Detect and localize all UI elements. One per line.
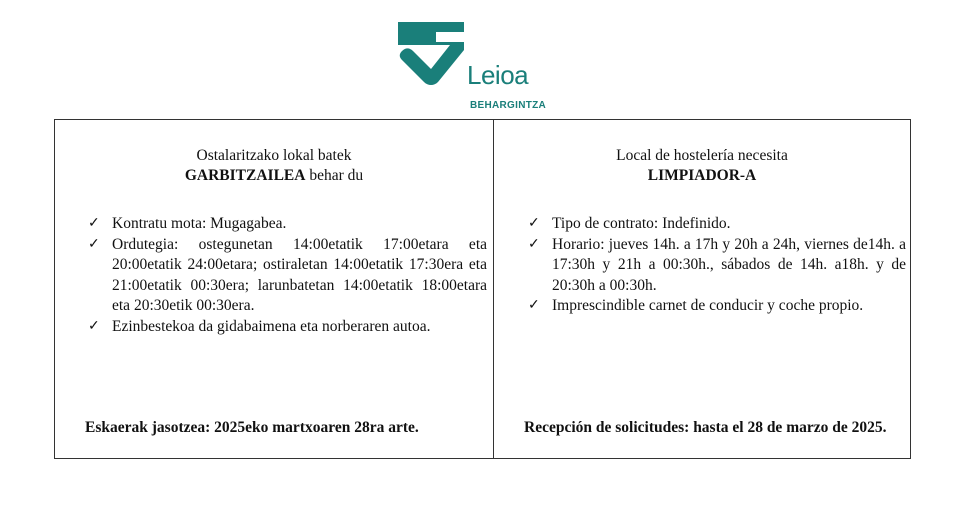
basque-deadline: Eskaerak jasotzea: 2025eko martxoaren 28ra arte. bbox=[85, 419, 419, 436]
list-item-text: Kontratu mota: Mugagabea. bbox=[112, 215, 287, 232]
basque-conditions-list bbox=[88, 214, 487, 337]
basque-heading bbox=[55, 146, 493, 186]
job-offer-table bbox=[54, 119, 911, 459]
list-item bbox=[88, 214, 487, 235]
spanish-deadline: Recepción de solicitudes: hasta el 28 de marzo de 2025. bbox=[524, 419, 887, 436]
list-item bbox=[88, 235, 487, 317]
leioa-behargintza-logo bbox=[398, 22, 568, 111]
basque-job-title: GARBITZAILEA bbox=[184, 167, 306, 184]
check-icon: ✓ bbox=[88, 236, 100, 252]
list-item bbox=[528, 235, 906, 297]
spanish-column bbox=[494, 120, 910, 458]
basque-job-suffix: behar du bbox=[305, 167, 364, 184]
list-item bbox=[528, 296, 906, 317]
spanish-heading bbox=[494, 146, 910, 186]
list-item bbox=[88, 317, 487, 338]
list-item-text: Tipo de contrato: Indefinido. bbox=[552, 215, 731, 232]
check-icon: ✓ bbox=[528, 236, 540, 252]
check-icon: ✓ bbox=[88, 216, 100, 231]
basque-title-line bbox=[55, 166, 493, 186]
list-item-text: Ordutegia: ostegunetan 14:00etatik 17:00etara eta 20:00etatik 24:00etara; ostiraletan 14:00etatik 17:30era eta 21:00etatik 00:30era; larunbatetan 14:00etatik 18:00etara eta 20:30etik 00:30era. bbox=[112, 235, 487, 314]
list-item-text: Horario: jueves 14h. a 17h y 20h a 24h, viernes de14h. a 17:30h y 21h a 00:30h., sábados de 14h. a18h. y de 20:30h a 00:30h. bbox=[552, 235, 906, 294]
list-item-text: Imprescindible carnet de conducir y coche propio. bbox=[552, 297, 864, 314]
list-item bbox=[528, 214, 906, 235]
list-item-text: Ezinbestekoa da gidabaimena eta norberaren autoa. bbox=[112, 317, 431, 335]
spanish-intro: Local de hostelería necesita bbox=[616, 147, 788, 164]
check-icon: ✓ bbox=[528, 298, 540, 313]
logo-name: Leioa bbox=[467, 60, 529, 90]
logo-subtitle: BEHARGINTZA bbox=[470, 100, 547, 111]
spanish-job-title: LIMPIADOR-A bbox=[647, 167, 757, 184]
leioa-logo-mark-icon bbox=[398, 22, 466, 90]
basque-column bbox=[55, 120, 494, 458]
spanish-conditions-list bbox=[528, 214, 906, 317]
check-icon: ✓ bbox=[528, 216, 540, 231]
basque-intro: Ostalaritzako lokal batek bbox=[196, 147, 352, 164]
check-icon: ✓ bbox=[88, 318, 100, 334]
